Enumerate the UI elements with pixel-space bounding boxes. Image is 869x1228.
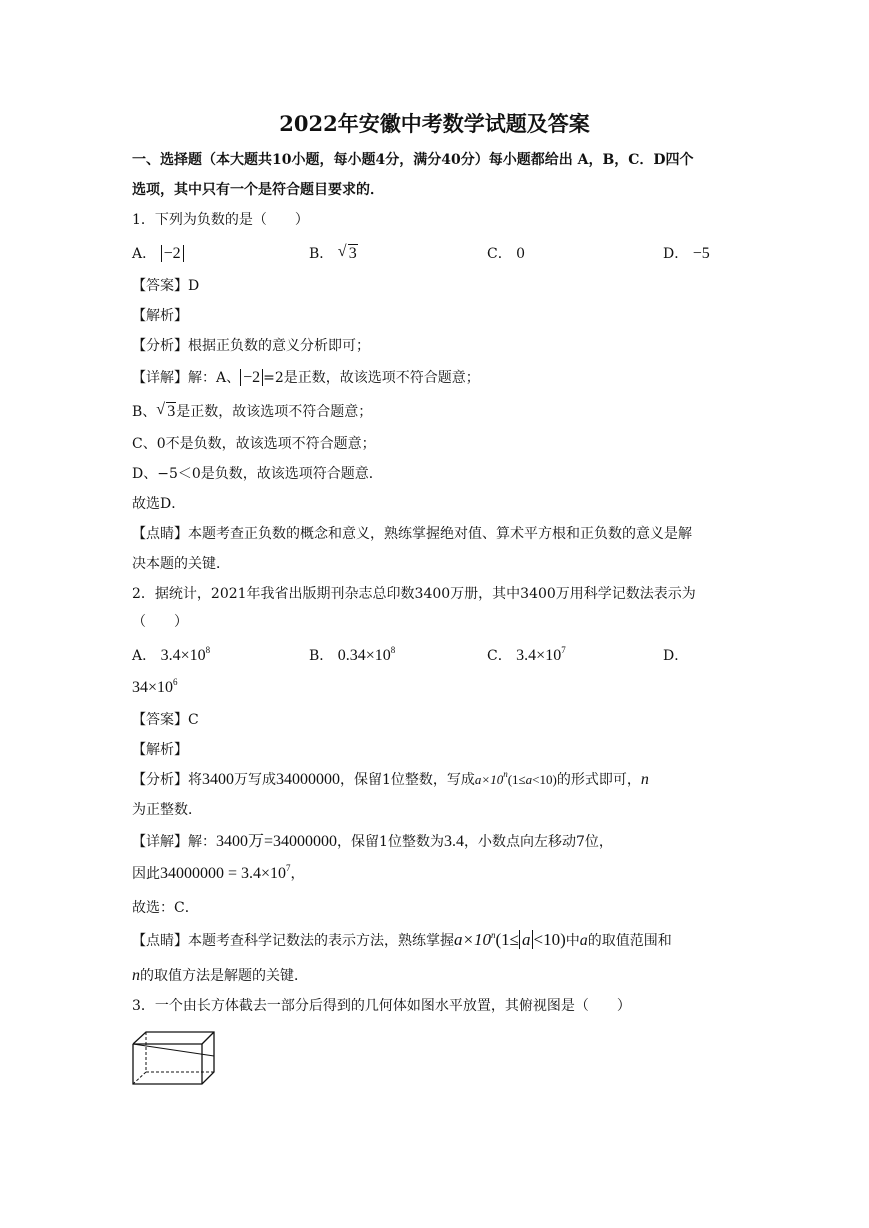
q2-option-c: C． $3.4\times 10^7$ [487, 645, 566, 664]
q1-stem: 1．下列为负数的是（ ） [132, 212, 309, 228]
cuboid-figure [130, 1028, 216, 1088]
q1-fenxi: 【分析】根据正负数的意义分析即可； [132, 338, 370, 354]
q2-fenxi-line2: 为正整数． [132, 802, 202, 818]
q1-option-b: B． √ 3 [309, 243, 357, 262]
q1-option-d: D． −5 [663, 245, 710, 262]
q1-option-a-value: −2 [161, 245, 184, 262]
q2-xiangjie: 【详解】解：3400万=34000000，保留1位整数为3.4，小数点向左移动7位， [132, 833, 613, 850]
q2-dianjing-line1: 【点睛】本题考查科学记数法的表示方法，熟练掌握$a\times 10^n(1\le a <10)$中a的取值范围和 [132, 930, 672, 949]
q2-choose: 故选：C． [132, 900, 199, 916]
q2-dianjing-line2: n的取值方法是解题的关键． [132, 967, 308, 984]
q1-jiexi: 【解析】 [132, 308, 188, 324]
q3-stem: 3．一个由长方体截去一部分后得到的几何体如图水平放置，其俯视图是（ ） [132, 998, 631, 1014]
q1-option-c: C． 0 [487, 246, 526, 262]
section-heading-line2: 选项，其中只有一个是符合题目要求的． [132, 182, 384, 198]
q1-answer: 【答案】D [132, 278, 200, 294]
sqrt-symbol: √ 3 [337, 243, 357, 262]
q2-jiexi: 【解析】 [132, 742, 188, 758]
q2-option-d-value: $34\times 10^6$ [132, 677, 178, 696]
q1-dianjing-line2: 决本题的关键． [132, 556, 230, 572]
q2-option-a: A． $3.4\times 10^8$ [132, 645, 211, 664]
q2-yinci: 因此$34000000 = 3.4\times 10^7$， [132, 863, 305, 882]
q2-fenxi-line1: 【分析】将3400万写成34000000，保留1位整数，写成$a\times 10^n(1\le a<10)$的形式即可，n [132, 769, 649, 788]
q1-xiangjie: 【详解】解：A、 −2 =2是正数，故该选项不符合题意； [132, 369, 480, 386]
q2-stem-line2: （ ） [132, 614, 188, 630]
q1-choose: 故选D． [132, 496, 186, 512]
q1-dianjing-line1: 【点睛】本题考查正负数的概念和意义，熟练掌握绝对值、算术平方根和正负数的意义是解 [132, 526, 692, 542]
q2-stem-line1: 2．据统计，2021年我省出版期刊杂志总印数3400万册，其中3400万用科学记数法表示为 [132, 586, 696, 602]
q2-answer: 【答案】C [132, 712, 199, 728]
q1-d-line: D、−5＜0是负数，故该选项符合题意． [132, 466, 383, 482]
q2-option-b: B． $0.34\times 10^8$ [309, 645, 396, 664]
section-heading-line1: 一、选择题（本大题共10小题，每小题4分，满分40分）每小题都给出 A，B，C．D四个 [132, 152, 694, 168]
q1-b-line: B、 √ 3是正数，故该选项不符合题意； [132, 401, 373, 420]
q1-option-a: A． −2 [132, 244, 184, 264]
q2-option-d-label: D． [663, 648, 689, 664]
page-title: 2022年安徽中考数学试题及答案 [279, 111, 590, 136]
q1-c-line: C、0不是负数，故该选项不符合题意； [132, 436, 376, 452]
